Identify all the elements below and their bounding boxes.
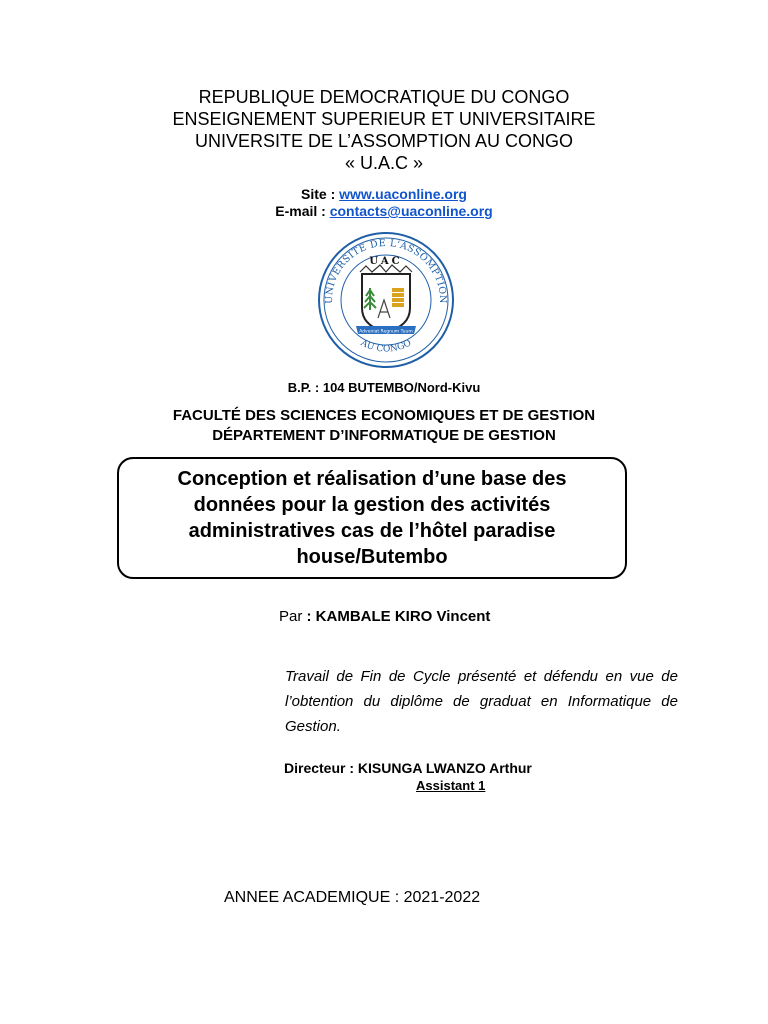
faculty-name: FACULTÉ DES SCIENCES ECONOMIQUES ET DE GESTION bbox=[172, 407, 596, 424]
seal-motto: Adveniat Regnum Tuum bbox=[359, 329, 413, 335]
author-label: Par bbox=[279, 608, 307, 625]
thesis-title-box bbox=[117, 457, 627, 579]
header-line-country: REPUBLIQUE DEMOCRATIQUE DU CONGO bbox=[198, 87, 570, 107]
director-rank: Assistant 1 bbox=[416, 778, 486, 793]
header-line-acronym: « U.A.C » bbox=[344, 153, 424, 173]
author-line bbox=[279, 608, 490, 625]
author-name: : KAMBALE KIRO Vincent bbox=[306, 608, 491, 625]
university-seal-icon bbox=[310, 230, 462, 370]
email-label: E-mail : bbox=[275, 203, 330, 219]
email-link[interactable]: contacts@uaconline.org bbox=[329, 203, 493, 219]
seal-initials: UAC bbox=[369, 256, 403, 267]
academic-year: ANNEE ACADEMIQUE : 2021-2022 bbox=[224, 889, 481, 906]
department-name: DÉPARTEMENT D’INFORMATIQUE DE GESTION bbox=[212, 427, 556, 444]
thesis-title: Conception et réalisation d’une base des données pour la gestion des activités administratives cas de l’hôtel paradise house/Butembo bbox=[177, 468, 567, 568]
work-description: Travail de Fin de Cycle présenté et défendu en vue de l’obtention du diplôme de graduat en Informatique de Gestion. bbox=[285, 668, 678, 735]
svg-text:AU CONGO bbox=[358, 338, 413, 355]
director-line: Directeur : KISUNGA LWANZO Arthur bbox=[284, 760, 532, 776]
seal-ring-top: UNIVERSITE DE L'ASSOMPTION bbox=[323, 237, 449, 304]
header-line-ministry: ENSEIGNEMENT SUPERIEUR ET UNIVERSITAIRE bbox=[172, 109, 596, 129]
contact-block bbox=[0, 186, 768, 220]
site-link[interactable]: www.uaconline.org bbox=[339, 186, 467, 202]
header-line-university: UNIVERSITE DE L’ASSOMPTION AU CONGO bbox=[194, 131, 574, 151]
site-label: Site : bbox=[301, 186, 340, 202]
university-logo bbox=[310, 230, 462, 370]
faculty-block bbox=[0, 406, 768, 446]
header-block bbox=[0, 86, 768, 174]
seal-ring-bottom: AU CONGO bbox=[358, 338, 414, 355]
postal-address: B.P. : 104 BUTEMBO/Nord-Kivu bbox=[287, 380, 481, 395]
